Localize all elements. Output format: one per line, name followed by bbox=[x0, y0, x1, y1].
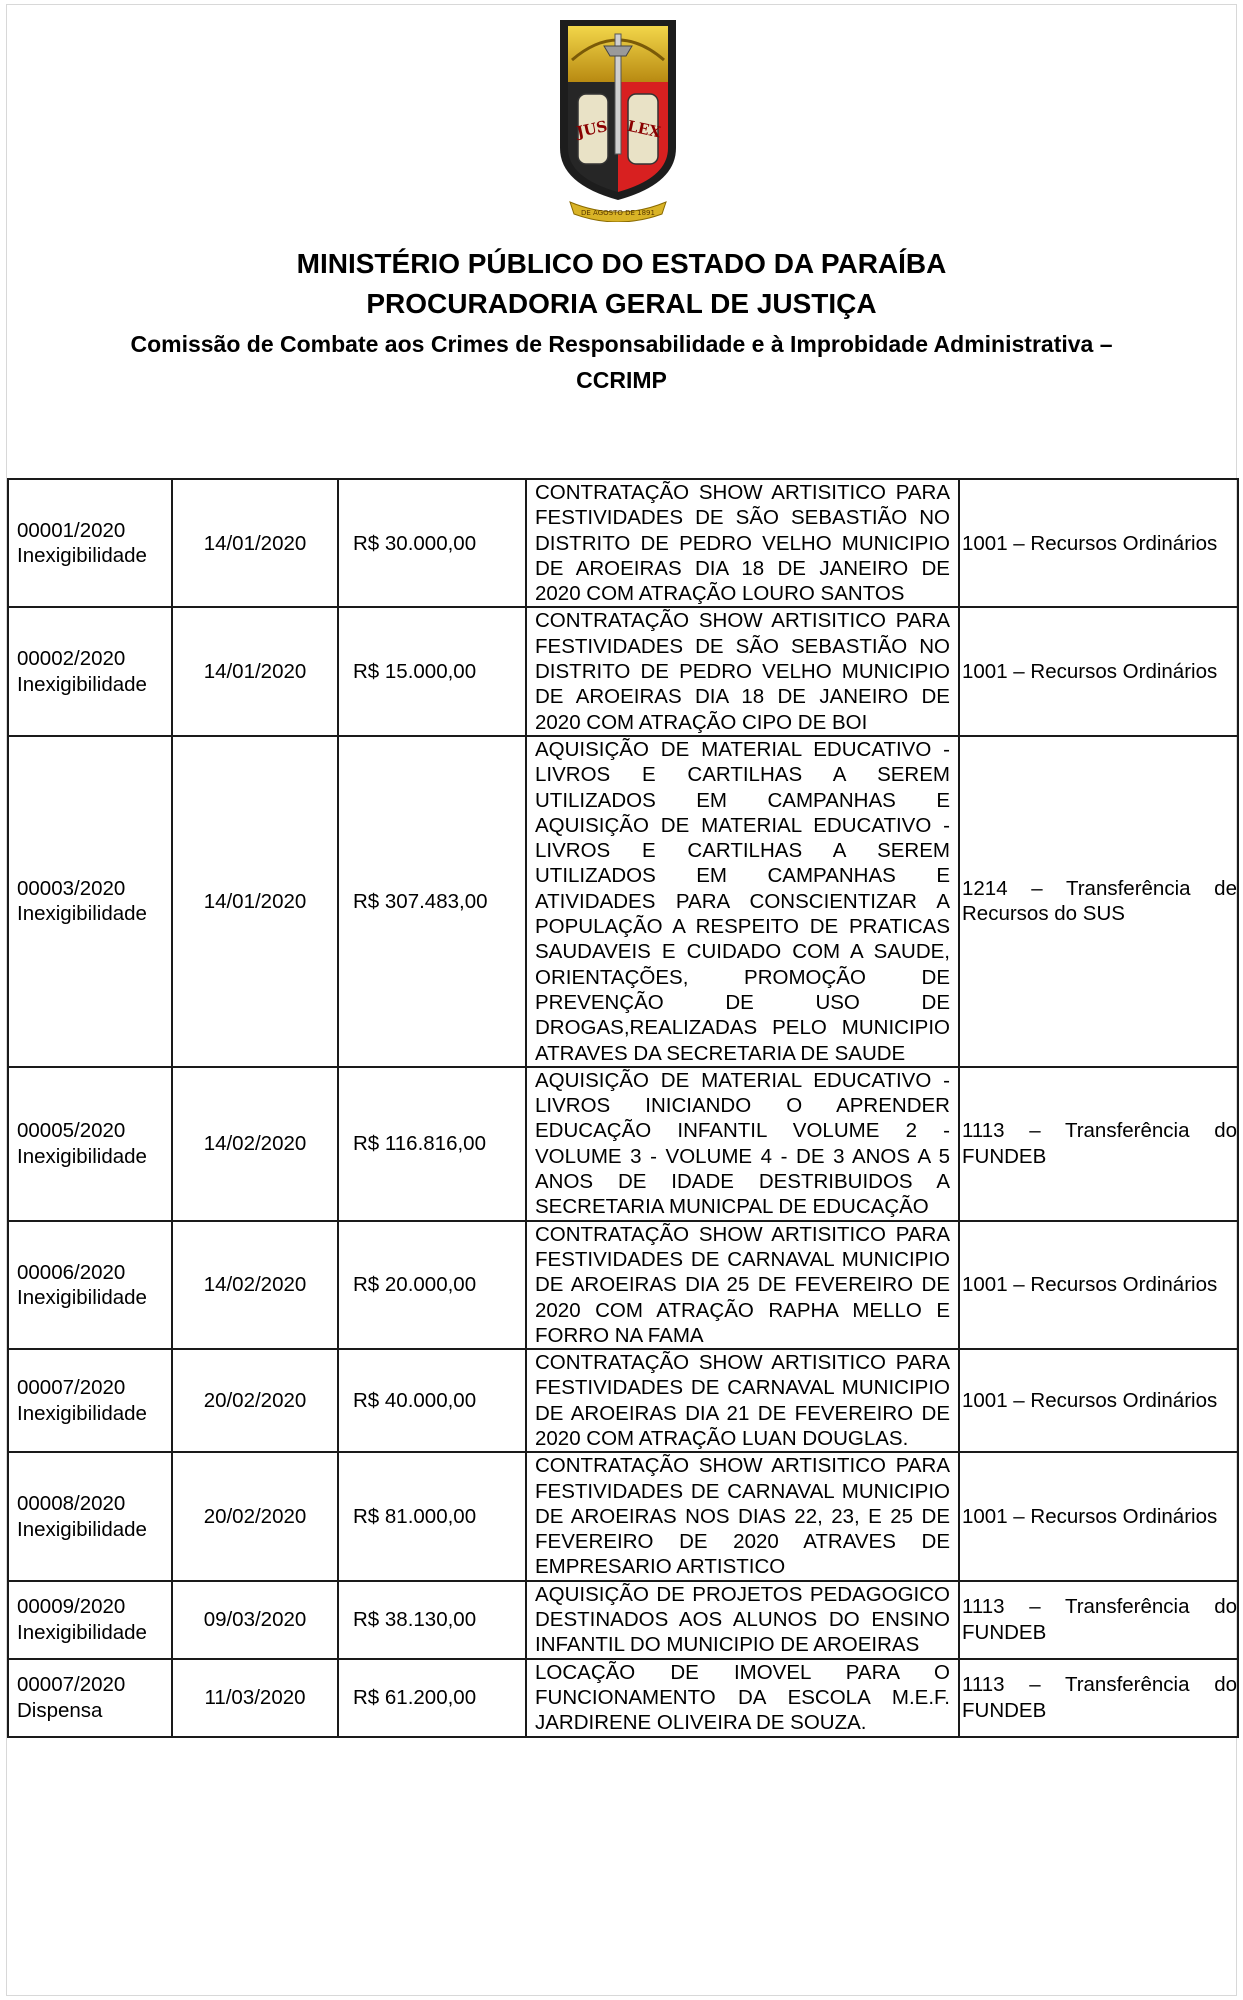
institution-title: MINISTÉRIO PÚBLICO DO ESTADO DA PARAÍBA bbox=[296, 248, 947, 279]
table-row bbox=[8, 1349, 1238, 1452]
process-cell bbox=[8, 479, 172, 607]
process-number: 00003/2020 bbox=[17, 877, 126, 901]
process-modality: Inexigibilidade bbox=[17, 1401, 147, 1425]
process-modality: Inexigibilidade bbox=[17, 1285, 147, 1309]
description-cell: CONTRATAÇÃO SHOW ARTISITICO PARA FESTIVIDADES DE SÃO SEBASTIÃO NO DISTRITO DE PEDRO VELHO MUNICIPIO DE AROEIRAS DIA 18 DE JANEIRO DE 2020 COM ATRAÇÃO LOURO SANTOS bbox=[526, 479, 959, 607]
coat-of-arms-logo bbox=[554, 16, 682, 222]
process-cell bbox=[8, 1221, 172, 1349]
funding-source-cell: 1001 – Recursos Ordinários bbox=[959, 479, 1238, 607]
process-modality: Dispensa bbox=[17, 1698, 103, 1722]
process-cell bbox=[8, 1067, 172, 1221]
funding-source-cell: 1001 – Recursos Ordinários bbox=[959, 1349, 1238, 1452]
process-cell bbox=[8, 736, 172, 1067]
value-cell: R$ 61.200,00 bbox=[338, 1659, 526, 1737]
process-number: 00002/2020 bbox=[17, 647, 126, 671]
date-cell: 14/01/2020 bbox=[172, 607, 338, 735]
description-cell: LOCAÇÃO DE IMOVEL PARA O FUNCIONAMENTO DA ESCOLA M.E.F. JARDIRENE OLIVEIRA DE SOUZA. bbox=[526, 1659, 959, 1737]
process-modality: Inexigibilidade bbox=[17, 672, 147, 696]
funding-source-cell: 1001 – Recursos Ordinários bbox=[959, 1221, 1238, 1349]
table-row bbox=[8, 1067, 1238, 1221]
description-cell: AQUISIÇÃO DE MATERIAL EDUCATIVO - LIVROS INICIANDO O APRENDER EDUCAÇÃO INFANTIL VOLUME 2 - VOLUME 3 - VOLUME 4 - DE 3 ANOS A 5 ANOS DE IDADE DESTRIBUIDOS A SECRETARIA MUNICPAL DE EDUCAÇÃO bbox=[526, 1067, 959, 1221]
value-cell: R$ 15.000,00 bbox=[338, 607, 526, 735]
date-cell: 14/02/2020 bbox=[172, 1221, 338, 1349]
document-header bbox=[0, 244, 1243, 398]
description-cell: CONTRATAÇÃO SHOW ARTISITICO PARA FESTIVIDADES DE CARNAVAL MUNICIPIO DE AROEIRAS DIA 21 DE FEVEREIRO DE 2020 COM ATRAÇÃO LUAN DOUGLAS. bbox=[526, 1349, 959, 1452]
process-modality: Inexigibilidade bbox=[17, 902, 147, 926]
date-cell: 14/01/2020 bbox=[172, 736, 338, 1067]
description-cell: CONTRATAÇÃO SHOW ARTISITICO PARA FESTIVIDADES DE CARNAVAL MUNICIPIO DE AROEIRAS DIA 25 DE FEVEREIRO DE 2020 COM ATRAÇÃO RAPHA MELLO E FORRO NA FAMA bbox=[526, 1221, 959, 1349]
date-cell: 09/03/2020 bbox=[172, 1581, 338, 1659]
process-number: 00007/2020 bbox=[17, 1376, 126, 1400]
table-row bbox=[8, 479, 1238, 607]
description-cell: AQUISIÇÃO DE MATERIAL EDUCATIVO - LIVROS E CARTILHAS A SEREM UTILIZADOS EM CAMPANHAS E AQUISIÇÃO DE MATERIAL EDUCATIVO - LIVROS E CARTILHAS A SEREM UTILIZADOS EM CAMPANHAS E ATIVIDADES PARA CONSCIENTIZAR A POPULAÇÃO A RESPEITO DE PRATICAS SAUDAVEIS E CUIDADO COM A SAUDE, ORIENTAÇÕES, PROMOÇÃO DE PREVENÇÃO DE USO DE DROGAS,REALIZADAS PELO MUNICIPIO ATRAVES DA SECRETARIA DE SAUDE bbox=[526, 736, 959, 1067]
process-cell bbox=[8, 1452, 172, 1580]
process-cell bbox=[8, 1581, 172, 1659]
date-cell: 20/02/2020 bbox=[172, 1349, 338, 1452]
logo-ribbon-text: DE AGOSTO DE 1891 bbox=[581, 209, 655, 217]
process-modality: Inexigibilidade bbox=[17, 1144, 147, 1168]
funding-source-cell: 1113 – Transferência do FUNDEB bbox=[959, 1581, 1238, 1659]
value-cell: R$ 20.000,00 bbox=[338, 1221, 526, 1349]
process-number: 00005/2020 bbox=[17, 1119, 126, 1143]
commission-acronym: CCRIMP bbox=[576, 367, 667, 393]
value-cell: R$ 40.000,00 bbox=[338, 1349, 526, 1452]
date-cell: 20/02/2020 bbox=[172, 1452, 338, 1580]
funding-source-cell: 1113 – Transferência do FUNDEB bbox=[959, 1067, 1238, 1221]
value-cell: R$ 38.130,00 bbox=[338, 1581, 526, 1659]
process-modality: Inexigibilidade bbox=[17, 1620, 147, 1644]
value-cell: R$ 30.000,00 bbox=[338, 479, 526, 607]
table-row bbox=[8, 736, 1238, 1067]
value-cell: R$ 116.816,00 bbox=[338, 1067, 526, 1221]
process-modality: Inexigibilidade bbox=[17, 544, 147, 568]
funding-source-cell: 1214 – Transferência de Recursos do SUS bbox=[959, 736, 1238, 1067]
funding-source-cell: 1113 – Transferência do FUNDEB bbox=[959, 1659, 1238, 1737]
funding-source-cell: 1001 – Recursos Ordinários bbox=[959, 607, 1238, 735]
table-row bbox=[8, 1452, 1238, 1580]
description-cell: CONTRATAÇÃO SHOW ARTISITICO PARA FESTIVIDADES DE CARNAVAL MUNICIPIO DE AROEIRAS NOS DIAS 22, 23, E 25 DE FEVEREIRO DE 2020 ATRAVES DE EMPRESARIO ARTISTICO bbox=[526, 1452, 959, 1580]
funding-source-cell: 1001 – Recursos Ordinários bbox=[959, 1452, 1238, 1580]
commission-title: Comissão de Combate aos Crimes de Responsabilidade e à Improbidade Administrativa – bbox=[130, 331, 1113, 357]
process-number: 00001/2020 bbox=[17, 518, 126, 542]
logo-motto-right: LEX bbox=[625, 116, 663, 142]
description-cell: CONTRATAÇÃO SHOW ARTISITICO PARA FESTIVIDADES DE SÃO SEBASTIÃO NO DISTRITO DE PEDRO VELHO MUNICIPIO DE AROEIRAS DIA 18 DE JANEIRO DE 2020 COM ATRAÇÃO CIPO DE BOI bbox=[526, 607, 959, 735]
date-cell: 14/02/2020 bbox=[172, 1067, 338, 1221]
table-row bbox=[8, 1659, 1238, 1737]
process-modality: Inexigibilidade bbox=[17, 1517, 147, 1541]
procurement-table-body bbox=[8, 479, 1238, 1737]
process-number: 00007/2020 bbox=[17, 1673, 126, 1697]
value-cell: R$ 81.000,00 bbox=[338, 1452, 526, 1580]
logo-motto-left: JUS bbox=[574, 117, 610, 142]
date-cell: 14/01/2020 bbox=[172, 479, 338, 607]
department-title: PROCURADORIA GERAL DE JUSTIÇA bbox=[366, 288, 877, 319]
table-row bbox=[8, 1221, 1238, 1349]
process-cell bbox=[8, 1349, 172, 1452]
table-row bbox=[8, 1581, 1238, 1659]
table-row bbox=[8, 607, 1238, 735]
date-cell: 11/03/2020 bbox=[172, 1659, 338, 1737]
process-cell bbox=[8, 607, 172, 735]
process-number: 00006/2020 bbox=[17, 1260, 126, 1284]
process-number: 00009/2020 bbox=[17, 1595, 126, 1619]
process-number: 00008/2020 bbox=[17, 1492, 126, 1516]
process-cell bbox=[8, 1659, 172, 1737]
procurement-table bbox=[7, 478, 1239, 1738]
value-cell: R$ 307.483,00 bbox=[338, 736, 526, 1067]
description-cell: AQUISIÇÃO DE PROJETOS PEDAGOGICO DESTINADOS AOS ALUNOS DO ENSINO INFANTIL DO MUNICIPIO DE AROEIRAS bbox=[526, 1581, 959, 1659]
